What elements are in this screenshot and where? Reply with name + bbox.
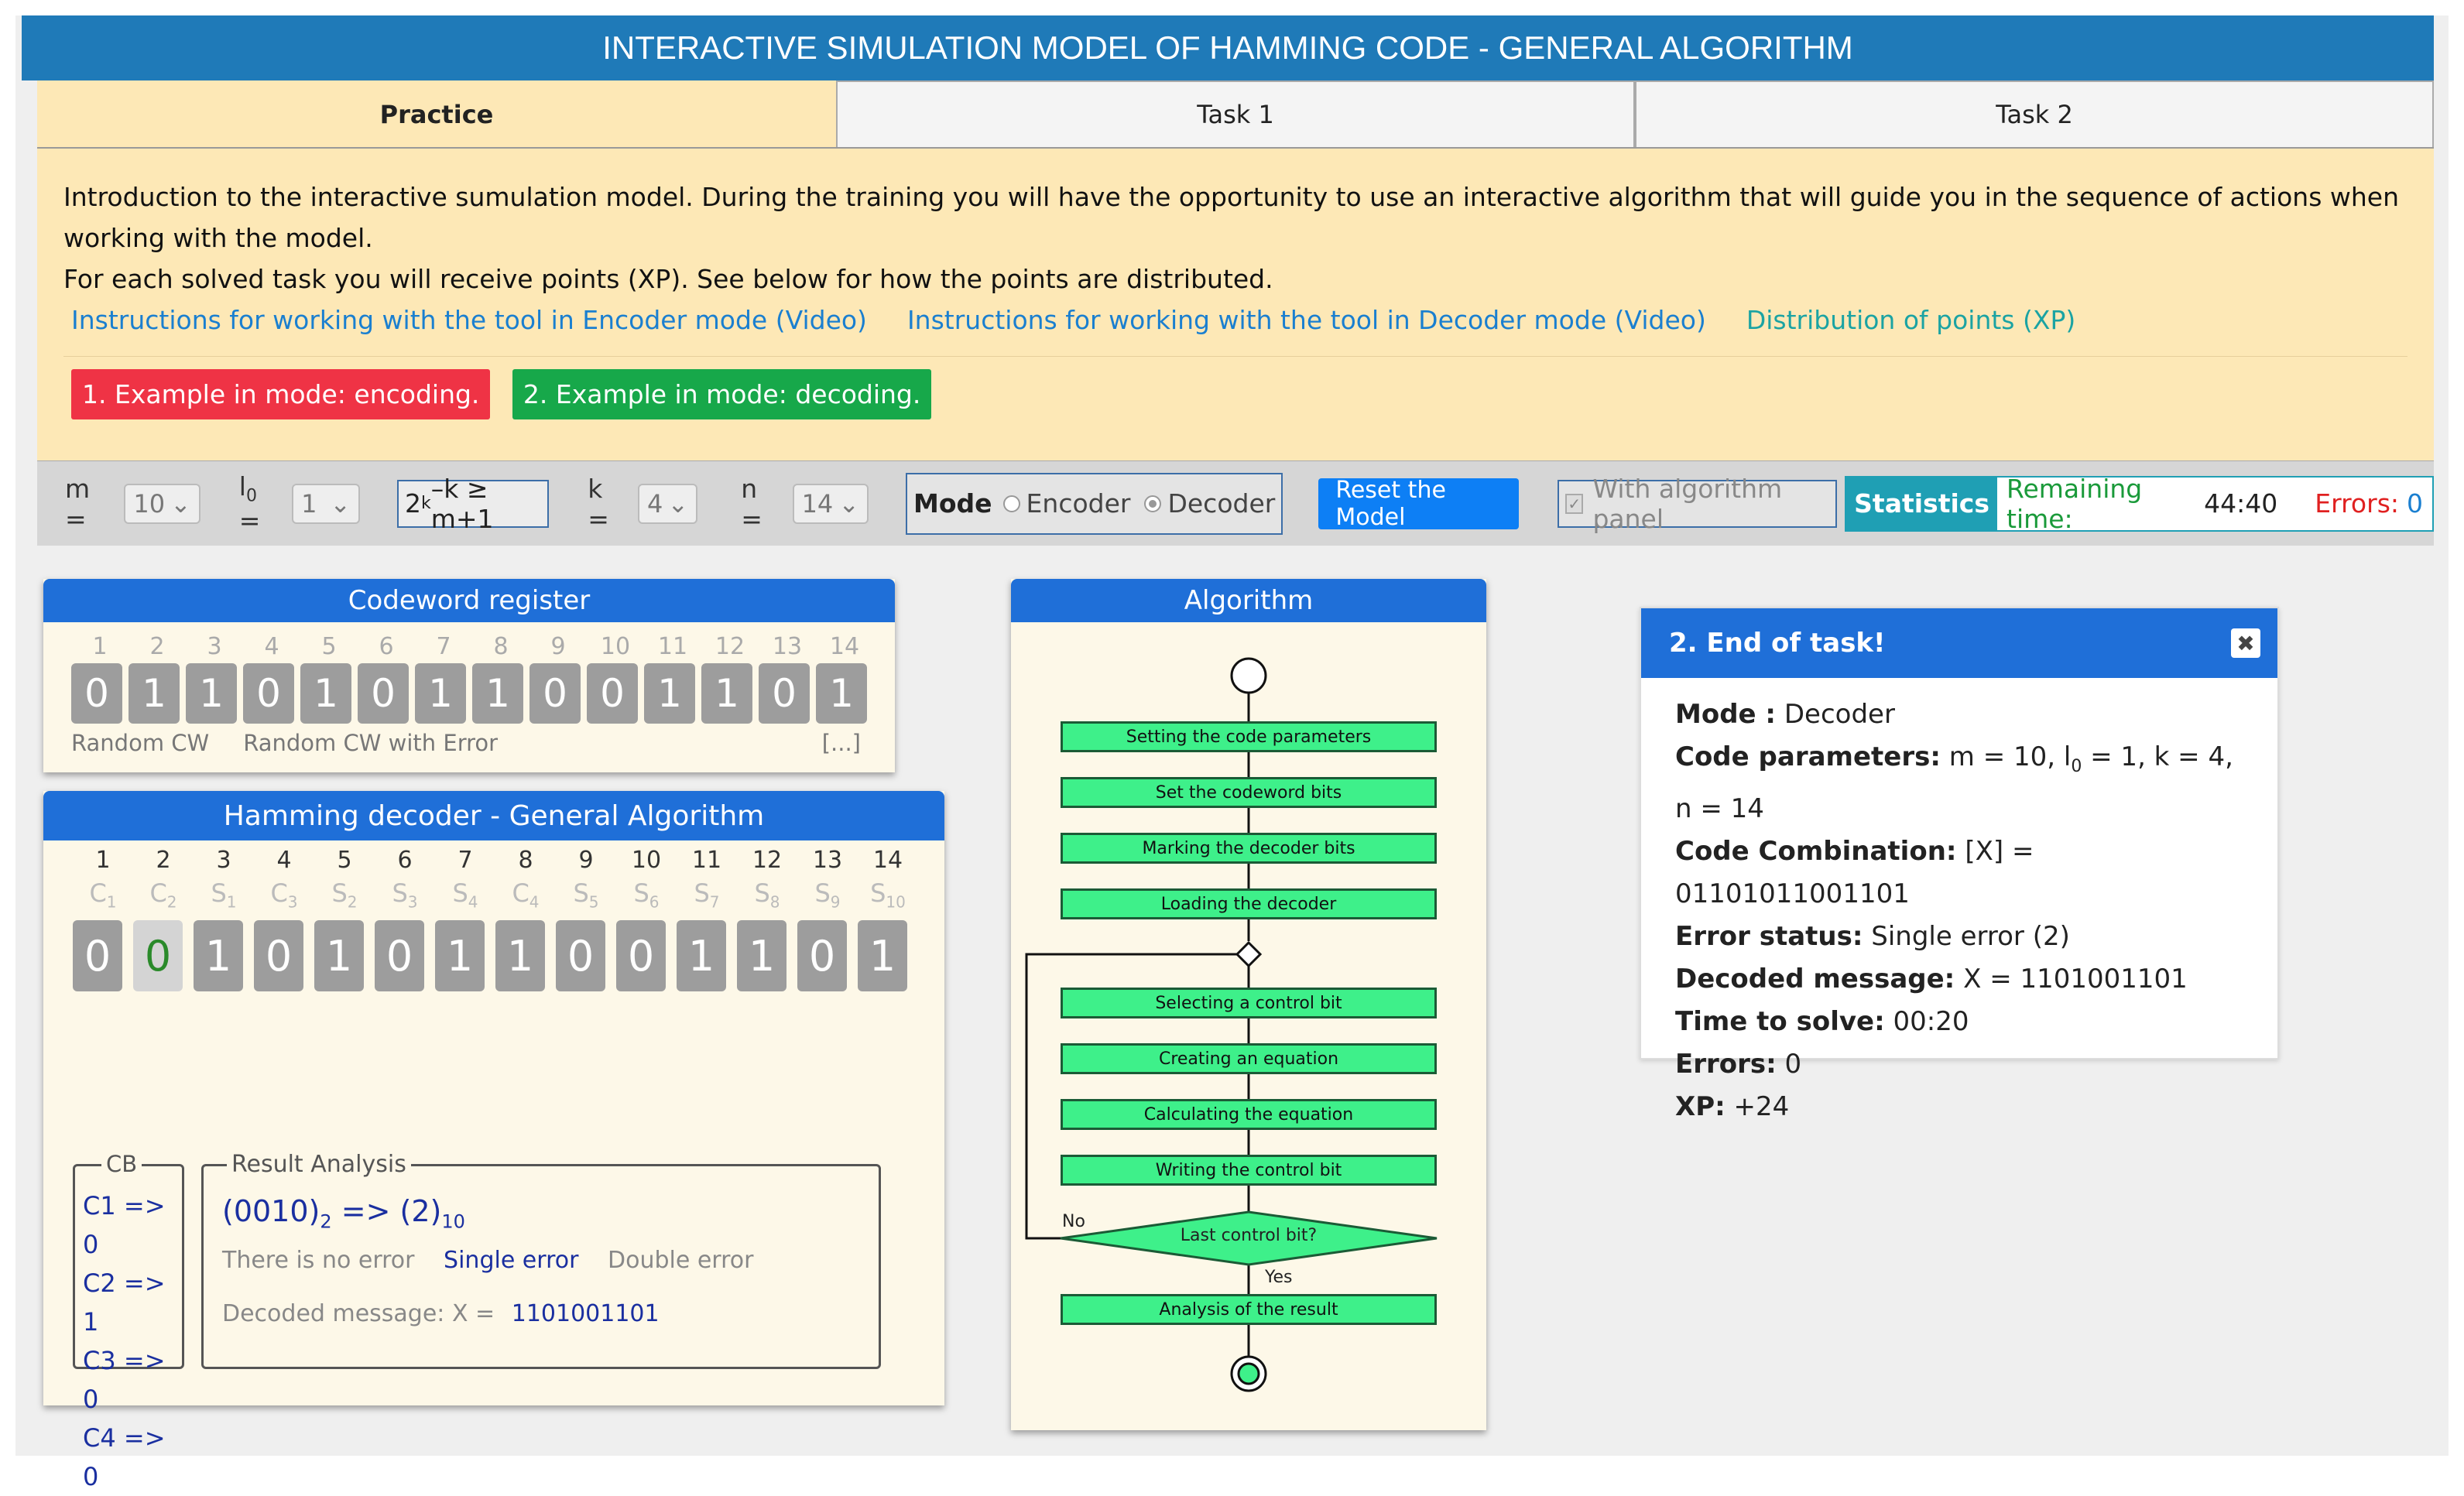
decoder-bit-label-sub: 2 [166,892,177,912]
decoder-bit-label-sub: 10 [886,892,906,912]
decoder-bit[interactable]: 0 [616,920,666,991]
codeword-position: 11 [657,633,688,660]
remaining-time-label: Remaining time: [2006,473,2143,534]
codeword-position: 7 [436,633,451,660]
ineq-rest: –k ≥ m+1 [430,473,494,534]
codeword-bit[interactable]: 0 [529,663,581,724]
result-analysis-title: Result Analysis [227,1151,411,1178]
codeword-bit[interactable]: 1 [816,663,867,724]
codeword-position: 2 [149,633,165,660]
end-mode-label: Mode : [1675,699,1777,730]
end-decoded-label: Decoded message: [1675,963,1955,994]
decoder-position: 11 [691,847,722,874]
decoder-bit[interactable]: 1 [314,920,364,991]
decoder-bit-label-letter: S [870,878,886,908]
decoder-bit[interactable]: 0 [133,920,183,991]
end-xp-label: XP: [1675,1090,1725,1122]
double-error-option: Double error [607,1246,754,1274]
tab-practice[interactable]: Practice [37,80,836,147]
decoder-bit-label-letter: S [633,878,649,908]
decoder-bit[interactable]: 0 [254,920,303,991]
end-mode-value: Decoder [1784,699,1895,730]
end-xp [1675,1086,2243,1128]
flow-step-parameters: Setting the code parameters [1061,721,1437,752]
random-cw-button[interactable]: Random CW [71,730,210,756]
ineq-sup: k [421,494,431,513]
end-task-body [1641,678,2277,1144]
decoder-position: 5 [337,847,352,874]
decoder-bit-label-letter: S [452,878,468,908]
chevron-down-icon: ⌄ [330,488,351,519]
decoder-bit-label-letter: C [89,878,107,908]
tab-task-2[interactable]: Task 2 [1635,80,2434,147]
mode-label: Mode [913,488,992,519]
end-status-label: Error status: [1675,920,1863,952]
syndrome-arrow: => (2) [341,1194,442,1228]
flow-step-write-bit: Writing the control bit [1061,1155,1437,1186]
mode-encoder-option[interactable]: Encoder [1026,488,1131,519]
l0-letter: l [238,471,246,502]
codeword-position: 14 [829,633,860,660]
decoder-bit-label-letter: S [211,878,227,908]
end-mode [1675,693,2243,736]
algorithm-title: Algorithm [1011,579,1486,622]
end-time-label: Time to solve: [1675,1005,1885,1037]
intro-text-2: For each solved task you will receive points (XP). See below for how the points are distributed. [63,264,1273,294]
decoder-title: Hamming decoder - General Algorithm [43,791,944,840]
algorithm-panel-label: With algorithm panel [1592,473,1783,534]
decoder-bit[interactable]: 1 [435,920,485,991]
cb-item: C4 => 0 [83,1423,166,1491]
flow-step-analysis: Analysis of the result [1061,1294,1437,1325]
flow-step-set-bits: Set the codeword bits [1061,777,1437,808]
flow-step-create-equation: Creating an equation [1061,1043,1437,1074]
decoder-bit-label-sub: 3 [407,892,418,912]
decoder-position: 12 [752,847,783,874]
end-errors-value: 0 [1784,1048,1802,1080]
codeword-bit[interactable]: 1 [472,663,523,724]
codeword-position: 12 [715,633,745,660]
end-time-value: 00:20 [1893,1005,1969,1037]
decoder-position: 14 [872,847,903,874]
codeword-position: 10 [600,633,631,660]
codeword-register-title: Codeword register [43,579,895,622]
end-errors-label: Errors: [1675,1048,1777,1080]
more-button[interactable]: [...] [821,730,861,756]
k-label: k = [588,473,609,534]
tab-task-1[interactable]: Task 1 [836,80,1635,147]
end-task-header [1641,608,2277,678]
decoder-bit-label-sub: 4 [468,892,478,912]
statistics-label: Statistics [1846,478,1997,530]
decoder-bit-label-letter: S [331,878,348,908]
end-params [1675,736,2243,830]
remaining-time-value: 44:40 [2204,488,2278,519]
decoder-bit-label-letter: S [754,878,770,908]
syndrome-bin-sub: 2 [320,1210,332,1233]
decoder-bit-label-letter: C [270,878,288,908]
codeword-bit[interactable]: 0 [587,663,638,724]
decoder-position: 8 [518,847,533,874]
codeword-bit[interactable]: 1 [415,663,466,724]
codeword-bit[interactable]: 0 [358,663,409,724]
flow-no-label: No [1062,1212,1085,1231]
decoder-bit[interactable]: 1 [737,920,786,991]
decoder-bit-label-letter: S [694,878,710,908]
decoder-bit-label-sub: 1 [106,892,117,912]
flow-yes-label: Yes [1265,1268,1293,1287]
decoder-bit-label-sub: 1 [226,892,237,912]
end-xp-value: +24 [1733,1090,1790,1122]
decoder-bit[interactable]: 0 [556,920,605,991]
no-error-option: There is no error [222,1246,415,1274]
cb-item: C3 => 0 [83,1346,166,1414]
example-encoding-button[interactable]: 1. Example in mode: encoding. [71,369,490,419]
end-params-sub: 0 [2071,756,2082,776]
codeword-position: 9 [550,633,566,660]
end-decoded-value: X = 1101001101 [1963,963,2188,994]
ineq-base: 2 [405,488,421,519]
decoder-bit[interactable]: 0 [797,920,847,991]
codeword-position: 4 [264,633,279,660]
k-value: 4 [647,488,663,519]
codeword-bit[interactable]: 1 [300,663,351,724]
points-link[interactable]: Distribution of points (XP) [1746,305,2076,335]
mode-decoder-option[interactable]: Decoder [1167,488,1276,519]
n-label: n = [741,473,763,534]
single-error-option: Single error [444,1246,579,1274]
flow-step-calculate: Calculating the equation [1061,1099,1437,1130]
decoder-bit-label-sub: 8 [769,892,780,912]
codeword-position: 1 [92,633,108,660]
chevron-down-icon: ⌄ [838,488,860,519]
decoder-bit-label-sub: 6 [649,892,660,912]
flow-decision-label: Last control bit? [1180,1226,1318,1245]
decoded-message-value: 1101001101 [511,1299,660,1327]
encoder-video-link[interactable]: Instructions for working with the tool in Encoder mode (Video) [71,305,867,335]
codeword-position: 5 [321,633,337,660]
decoder-position: 9 [578,847,594,874]
flow-step-mark-bits: Marking the decoder bits [1061,833,1437,864]
decoder-bit-label-sub: 2 [347,892,358,912]
end-time [1675,1001,2243,1043]
decoder-bit[interactable]: 0 [375,920,424,991]
decoder-bit[interactable]: 0 [73,920,122,991]
cb-item: C1 => 0 [83,1191,166,1259]
m-label: m = [65,473,91,534]
syndrome-bin: (0010) [222,1194,320,1228]
decoder-bit[interactable]: 1 [677,920,726,991]
l0-eq: = [238,505,261,536]
errors-value: 0 [2407,488,2423,519]
decoded-message-label: Decoded message: X = [222,1299,495,1327]
decoder-bit-label-sub: 9 [830,892,841,912]
codeword-bit[interactable]: 0 [71,663,122,724]
decoder-position: 2 [156,847,171,874]
chevron-down-icon: ⌄ [667,488,689,519]
merge-node-icon [1237,943,1260,966]
cb-item: C2 => 1 [83,1268,166,1337]
end-params-b: = 1, k = 4, n = 14 [1675,741,2233,824]
decoder-video-link[interactable]: Instructions for working with the tool in Decoder mode (Video) [906,305,1706,335]
end-decoded [1675,958,2243,1001]
codeword-position: 6 [379,633,394,660]
codeword-bit[interactable]: 1 [644,663,695,724]
codeword-bit[interactable]: 0 [243,663,294,724]
end-task-title: 2. End of task! [1669,628,1886,659]
decoder-bit-label-letter: C [149,878,167,908]
n-value: 14 [801,488,834,519]
decoder-bit-label-letter: S [392,878,408,908]
decoder-position: 3 [216,847,231,874]
decoder-bit-label-letter: S [814,878,831,908]
syndrome-dec-sub: 10 [441,1210,465,1233]
start-node-icon [1232,659,1266,693]
codeword-position: 13 [772,633,803,660]
random-cw-error-button[interactable]: Random CW with Error [243,730,499,756]
close-icon[interactable]: ✖ [2231,628,2260,658]
codeword-position: 8 [493,633,509,660]
end-params-label: Code parameters: [1675,741,1941,772]
chevron-down-icon: ⌄ [170,488,191,519]
end-comb-value: [X] = 01101011001101 [1675,835,2034,909]
reset-model-button[interactable]: Reset the Model [1318,478,1519,529]
codeword-bit[interactable]: 1 [129,663,180,724]
codeword-bit[interactable]: 1 [186,663,237,724]
decoder-position: 7 [458,847,473,874]
l0-value: 1 [301,488,317,519]
checkbox-icon[interactable]: ✓ [1565,494,1583,514]
decoder-bit-label-sub: 3 [287,892,298,912]
l0-sub: 0 [245,486,257,506]
decoder-position: 1 [95,847,111,874]
decoder-bit-label-sub: 7 [709,892,720,912]
end-status [1675,916,2243,958]
decoder-bit-label-sub: 5 [588,892,599,912]
codeword-position: 3 [207,633,222,660]
intro-text-1: Introduction to the interactive sumulation model. During the training you will have the opportunity to use an interactive algorithm that will guide you in the sequence of actions when working with the model. [63,182,2400,253]
decoder-bit-label-letter: C [512,878,529,908]
decoder-position: 6 [397,847,413,874]
m-value: 10 [133,488,166,519]
flow-step-select-bit: Selecting a control bit [1061,988,1437,1018]
errors-label: Errors: [2315,488,2399,519]
end-combination [1675,830,2243,916]
page-title: INTERACTIVE SIMULATION MODEL OF HAMMING CODE - GENERAL ALGORITHM [22,15,2434,80]
example-decoding-button[interactable]: 2. Example in mode: decoding. [512,369,931,419]
end-errors [1675,1043,2243,1086]
codeword-bit[interactable]: 0 [759,663,810,724]
decoder-position: 13 [812,847,843,874]
end-comb-label: Code Combination: [1675,835,1957,867]
decoder-bit-label-sub: 4 [529,892,540,912]
decoder-bit[interactable]: 1 [194,920,243,991]
codeword-bit[interactable]: 1 [701,663,752,724]
end-status-value: Single error (2) [1871,920,2070,952]
decoder-bit[interactable]: 1 [495,920,545,991]
decoder-bit[interactable]: 1 [858,920,907,991]
decoder-position: 4 [276,847,292,874]
decoder-position: 10 [631,847,662,874]
flow-step-load-decoder: Loading the decoder [1061,888,1437,919]
cb-title: CB [101,1151,142,1177]
end-task-dialog [1640,607,2279,1122]
decoder-bit-label-letter: S [573,878,589,908]
end-params-a: m = 10, l [1948,741,2072,772]
